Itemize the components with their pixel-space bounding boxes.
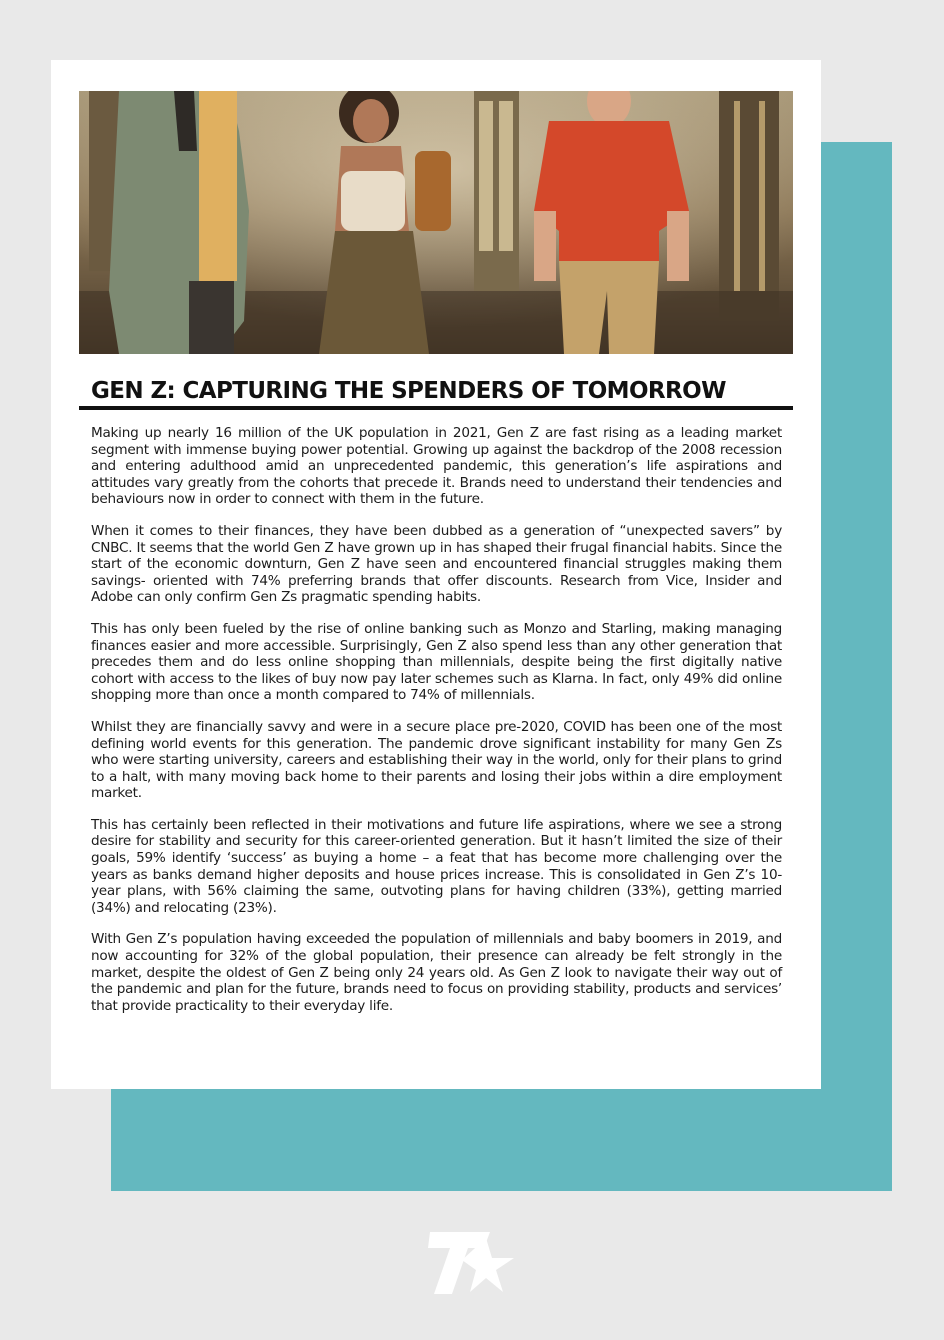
title-underline — [79, 406, 793, 410]
hero-photo — [79, 91, 793, 354]
paragraph-2: When it comes to their finances, they have been dubbed as a generation of “unexpected savers” by CNBC. It seems that the world Gen Z have grown up in has shaped their frugal financial habits. Since the start of the economic downturn, Gen Z have seen and encountered financial struggles making them savings- oriented with 74% preferring brands that offer discounts. Research from Vice, Insider and Adobe can only confirm Gen Zs pragmatic spending habits. — [91, 522, 782, 606]
paragraph-5: This has certainly been reflected in their motivations and future life aspirations, where we see a strong desire for stability and security for this career-oriented generation. But it hasn’t limited the size of their goals, 59% identify ‘success’ as buying a home – a feat that has become more challenging over the years as banks demand higher deposits and house prices increase. This is consolidated in Gen Z’s 10-year plans, with 56% claiming the same, outvoting plans for having children (33%), getting married (34%) and relocating (23%). — [91, 816, 782, 916]
paragraph-1: Making up nearly 16 million of the UK population in 2021, Gen Z are fast rising as a leading market segment with immense buying power potential. Growing up against the backdrop of the 2008 recession and entering adulthood amid an unprecedented pandemic, this generation’s life aspirations and attitudes vary greatly from the cohorts that precede it. Brands need to understand their tendencies and behaviours now in order to connect with them in the future. — [91, 425, 782, 508]
article-body — [91, 425, 782, 1029]
article-card — [51, 60, 821, 1089]
paragraph-6: With Gen Z’s population having exceeded the population of millennials and baby boomers in 2019, and now accounting for 32% of the global population, their presence can already be felt strongly in the market, despite the oldest of Gen Z being only 24 years old. As Gen Z look to navigate their way out of the pandemic and plan for the future, brands need to focus on providing stability, products and services’ that provide practicality to their everyday life. — [91, 931, 782, 1014]
photo-three-young-people-walking-icon — [79, 91, 793, 354]
paragraph-4: Whilst they are financially savvy and were in a secure place pre-2020, COVID has been one of the most defining world events for this generation. The pandemic drove significant instability for many Gen Zs who were starting university, careers and establishing their way in the world, only for their plans to grind to a halt, with many moving back home to their parents and losing their jobs within a dire employment market. — [91, 718, 782, 802]
t-star-logo-icon — [428, 1228, 516, 1298]
article-title: GEN Z: CAPTURING THE SPENDERS OF TOMORROW — [91, 378, 726, 404]
paragraph-3: This has only been fueled by the rise of online banking such as Monzo and Starling, making managing finances easier and more accessible. Surprisingly, Gen Z also spend less than any other generation that precedes them and do less online shopping than millennials, despite being the first digitally native cohort with access to the likes of buy now pay later schemes such as Klarna. In fact, only 49% did online shopping more than once a month compared to 74% of millennials. — [91, 620, 782, 704]
